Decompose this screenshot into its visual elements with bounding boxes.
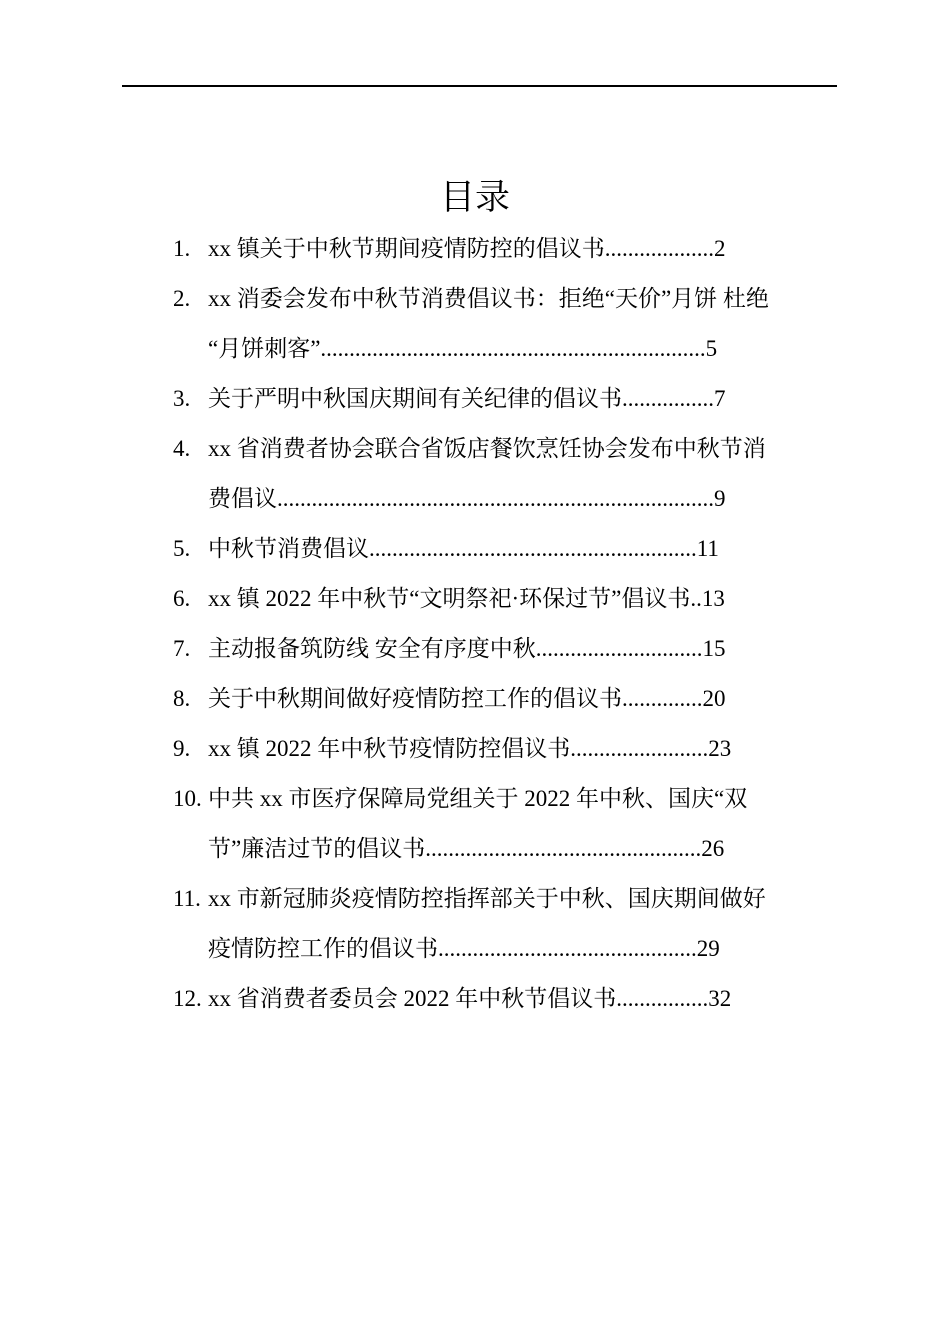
- toc-entry[interactable]: [173, 974, 835, 1024]
- toc-entry[interactable]: [173, 874, 835, 974]
- toc-entry[interactable]: [173, 574, 835, 624]
- page-title: 目录: [439, 178, 510, 218]
- toc-entry[interactable]: [173, 424, 835, 524]
- toc-page-number: 11: [696, 536, 719, 561]
- toc-entry-title-line: 中共 xx 市医疗保障局党组关于 2022 年中秋、国庆“双: [208, 786, 748, 811]
- toc-entry-number: 2.: [173, 286, 191, 311]
- toc-entry-number: 5.: [173, 536, 191, 561]
- toc-list: [173, 224, 835, 1024]
- toc-leader-dots: ................: [616, 986, 709, 1011]
- header-rule: [122, 85, 837, 87]
- toc-entry-title: xx 省消费者委员会 2022 年中秋节倡议书: [208, 986, 617, 1011]
- toc-leader-dots: ..............: [622, 686, 703, 711]
- toc-entry-number: 8.: [173, 686, 191, 711]
- toc-leader-dots: ............................................................................: [277, 486, 714, 511]
- toc-page-number: 32: [708, 986, 732, 1011]
- toc-entry-title: xx 镇 2022 年中秋节“文明祭祀·环保过节”倡议书: [208, 586, 691, 611]
- toc-leader-dots: ..: [690, 586, 702, 611]
- toc-entry-title: 关于严明中秋国庆期间有关纪律的倡议书: [208, 386, 622, 411]
- toc-leader-dots: ...................: [604, 236, 714, 261]
- toc-entry-title: xx 镇 2022 年中秋节疫情防控倡议书: [208, 736, 571, 761]
- toc-entry-number: 12.: [173, 986, 202, 1011]
- toc-entry-number: 6.: [173, 586, 191, 611]
- toc-entry-title: xx 镇关于中秋节期间疫情防控的倡议书: [208, 236, 605, 261]
- toc-entry[interactable]: [173, 624, 835, 674]
- toc-entry[interactable]: [173, 674, 835, 724]
- toc-entry-title: 主动报备筑防线 安全有序度中秋: [208, 636, 536, 661]
- toc-entry[interactable]: [173, 724, 835, 774]
- toc-entry-title-line: xx 消委会发布中秋节消费倡议书：拒绝“天价”月饼 杜绝: [208, 286, 769, 311]
- toc-entry-number: 11.: [173, 886, 201, 911]
- toc-leader-dots: ........................: [570, 736, 709, 761]
- toc-page-number: 9: [714, 486, 726, 511]
- toc-leader-dots: .........................................................: [369, 536, 697, 561]
- toc-entry-number: 7.: [173, 636, 191, 661]
- toc-page-number: 7: [714, 386, 726, 411]
- toc-page-number: 29: [696, 936, 720, 961]
- toc-page-number: 2: [714, 236, 726, 261]
- toc-entry-title: 费倡议: [208, 486, 277, 511]
- toc-entry[interactable]: [173, 774, 835, 874]
- toc-leader-dots: ...................................................................: [320, 336, 706, 361]
- toc-entry-title: 疫情防控工作的倡议书: [208, 936, 438, 961]
- toc-page-number: 23: [708, 736, 732, 761]
- toc-entry-number: 3.: [173, 386, 191, 411]
- toc-entry-title: 中秋节消费倡议: [208, 536, 369, 561]
- toc-entry-number: 4.: [173, 436, 191, 461]
- toc-leader-dots: ................................................: [425, 836, 702, 861]
- toc-page-number: 20: [702, 686, 726, 711]
- toc-leader-dots: ................: [622, 386, 714, 411]
- toc-entry-number: 1.: [173, 236, 191, 261]
- toc-entry-number: 9.: [173, 736, 191, 761]
- toc-entry[interactable]: [173, 274, 835, 374]
- toc-entry[interactable]: [173, 374, 835, 424]
- toc-entry-number: 10.: [173, 786, 202, 811]
- toc-leader-dots: .............................................: [438, 936, 697, 961]
- toc-page-number: 13: [701, 586, 725, 611]
- toc-leader-dots: .............................: [535, 636, 703, 661]
- toc-entry-title: 节”廉洁过节的倡议书: [208, 836, 426, 861]
- toc-page-number: 5: [705, 336, 718, 361]
- toc-entry-title: 关于中秋期间做好疫情防控工作的倡议书: [208, 686, 622, 711]
- toc-entry[interactable]: [173, 224, 835, 274]
- toc-entry-title: “月饼刺客”: [208, 336, 321, 361]
- toc-page-number: 15: [702, 636, 726, 661]
- toc-entry[interactable]: [173, 524, 835, 574]
- toc-page-number: 26: [701, 836, 725, 861]
- toc-entry-title-line: xx 市新冠肺炎疫情防控指挥部关于中秋、国庆期间做好: [208, 886, 766, 911]
- toc-entry-title-line: xx 省消费者协会联合省饭店餐饮烹饪协会发布中秋节消: [208, 436, 766, 461]
